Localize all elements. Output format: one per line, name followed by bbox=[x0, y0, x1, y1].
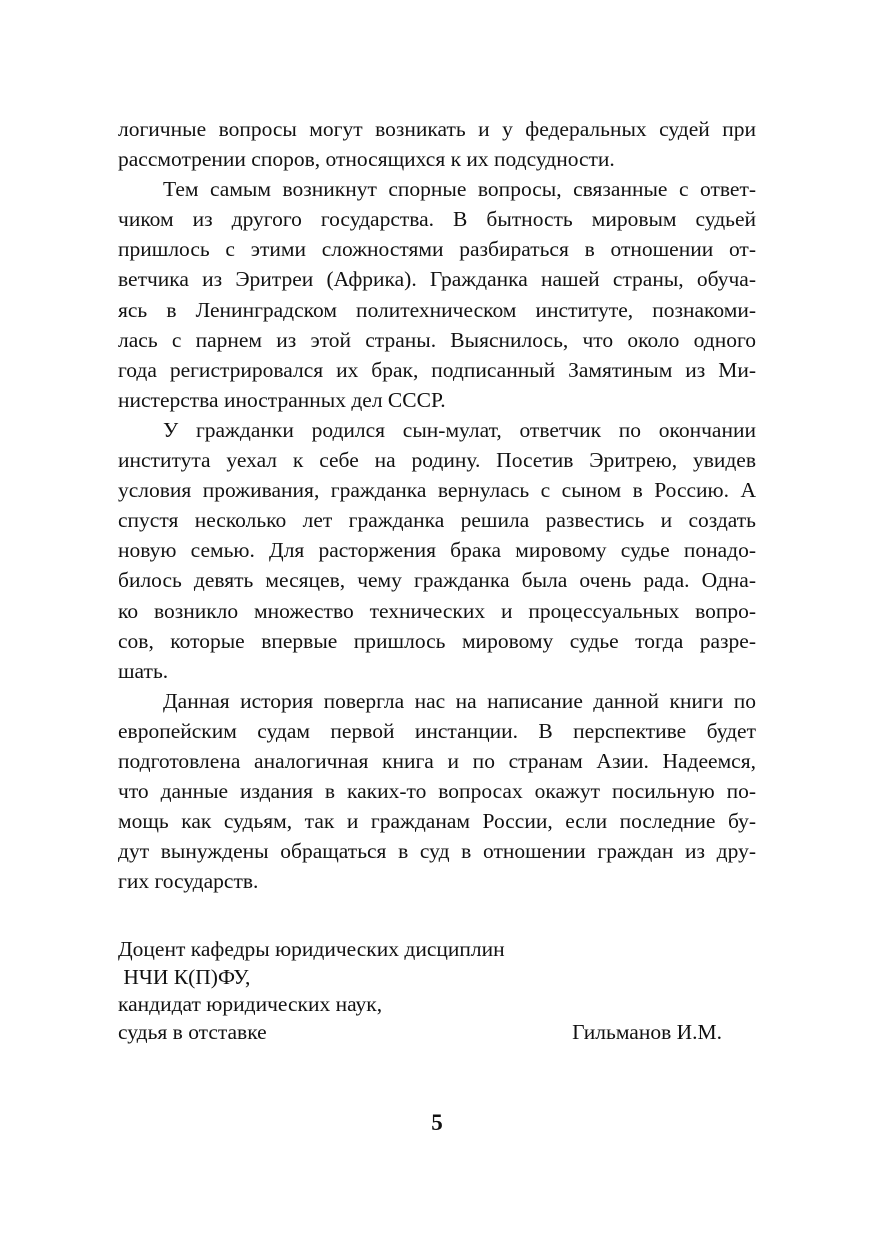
paragraph bbox=[118, 686, 756, 897]
paragraph bbox=[118, 415, 756, 686]
text-line: рассмотрении споров, относящихся к их подсудности. bbox=[118, 147, 615, 172]
text-line: мощь как судьям, так и гражданам России, если последние бу- bbox=[118, 809, 756, 834]
author-status: судья в отставке bbox=[118, 1019, 267, 1044]
text-line: Тем самым возникнут спорные вопросы, связанные с ответ- bbox=[163, 177, 756, 202]
text-line: логичные вопросы могут возникать и у федеральных судей при bbox=[118, 117, 756, 141]
text-line: новую семью. Для расторжения брака мировому судье понадо- bbox=[118, 538, 756, 563]
paragraph bbox=[118, 174, 756, 415]
body-text bbox=[118, 114, 756, 896]
author-position-line-1: Доцент кафедры юридических дисциплин bbox=[118, 937, 505, 961]
text-line: условия проживания, гражданка вернулась с сыном в Россию. А bbox=[118, 478, 756, 503]
text-line: ветчика из Эритреи (Африка). Гражданка нашей страны, обуча- bbox=[118, 267, 756, 292]
paragraph bbox=[118, 114, 756, 174]
text-line: Данная история повергла нас на написание данной книги по bbox=[163, 688, 756, 713]
text-line: что данные издания в каких-то вопросах окажут посильную по- bbox=[118, 779, 756, 804]
page-number: 5 bbox=[431, 1110, 443, 1135]
text-line: У гражданки родился сын-мулат, ответчик по окончании bbox=[163, 417, 756, 442]
author-degree: кандидат юридических наук, bbox=[118, 992, 383, 1016]
text-line: подготовлена аналогичная книга и по странам Азии. Надеемся, bbox=[118, 748, 756, 773]
text-line: института уехал к себе на родину. Посетив Эритрею, увидев bbox=[118, 448, 756, 473]
text-line: чиком из другого государства. В бытность мировым судьей bbox=[118, 207, 756, 232]
text-line: пришлось с этими сложностями разбираться в отношении от- bbox=[118, 237, 756, 262]
text-line: лась с парнем из этой страны. Выяснилось, что около одного bbox=[118, 327, 756, 352]
text-line: европейским судам первой инстанции. В перспективе будет bbox=[118, 718, 756, 743]
text-line: сов, которые впервые пришлось мировому судье тогда разре- bbox=[118, 628, 756, 653]
text-line: шать. bbox=[118, 658, 169, 683]
text-line: нистерства иностранных дел СССР. bbox=[118, 387, 446, 412]
text-line: спустя несколько лет гражданка решила развестись и создать bbox=[118, 508, 756, 533]
text-line: ко возникло множество технических и процессуальных вопро- bbox=[118, 598, 756, 623]
text-line: года регистрировался их брак, подписанный Замятиным из Ми- bbox=[118, 357, 756, 382]
text-line: билось девять месяцев, чему гражданка была очень рада. Одна- bbox=[118, 568, 756, 593]
signature-block bbox=[118, 936, 738, 1046]
author-name: Гильманов И.М. bbox=[572, 1019, 722, 1044]
text-line: дут вынуждены обращаться в суд в отношении граждан из дру- bbox=[118, 839, 756, 864]
signature-row bbox=[118, 1019, 722, 1047]
text-line: гих государств. bbox=[118, 869, 259, 894]
text-line: ясь в Ленинградском политехническом институте, познакоми- bbox=[118, 297, 756, 322]
author-position-line-2: НЧИ К(П)ФУ, bbox=[118, 964, 251, 989]
